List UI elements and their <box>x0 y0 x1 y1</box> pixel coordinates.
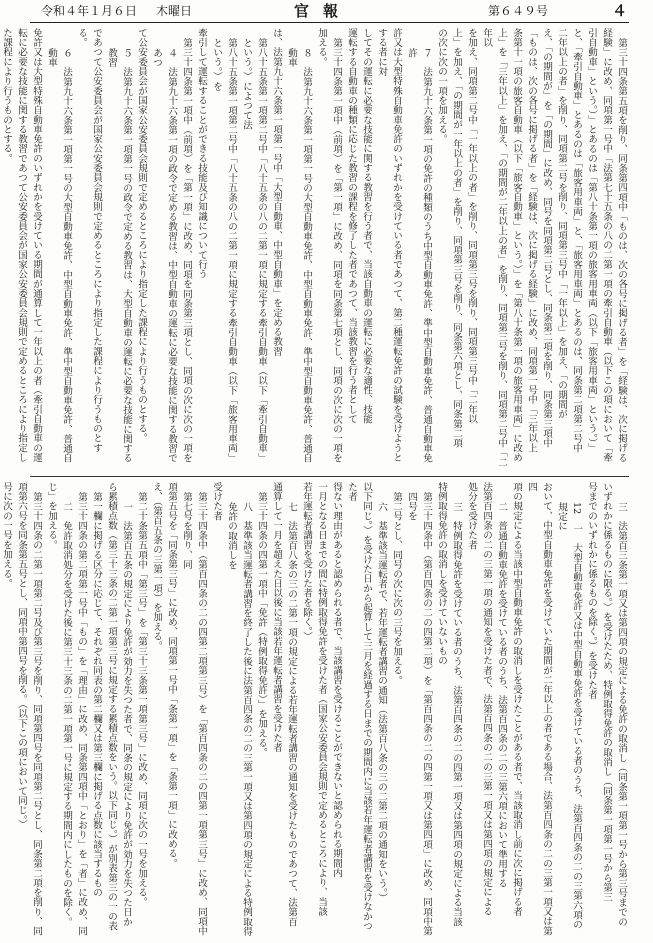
upper-text-block <box>1 28 629 471</box>
text-column: ４ 法第九十六条第一項の政令で定める教習は、中型自動車の運転に必要な技能に関する教習であつ <box>151 48 177 463</box>
weekday: 木曜日 <box>156 4 193 18</box>
lower-text-block <box>1 482 629 937</box>
text-column: 通算して一月を超えた日以後に当該若年運転者講習を受けた者 <box>271 482 282 753</box>
issue-number: 第６４９号 <box>488 4 549 18</box>
text-column: と、「牽引自動車」とあるのは「旅客用車両」と、「旅客用車両」とあるのは、同条第二項第二号中 <box>571 28 582 453</box>
header-rule <box>30 22 629 23</box>
text-column: してその運転に必要な技能に関する教習を行う者で、当該自動車の運転に必要な適性、技能 <box>361 28 372 424</box>
text-column: ら累積点数（第三十三条の二第一項第三号に規定する累積点数をいう。以下同じ。）が別表第三の一の表 <box>106 482 117 931</box>
text-column: 条第十一項の旅客自動車（以下「旅客自動車」という。）」を「第八十条第一項の旅客用車両」に改め <box>511 28 522 463</box>
text-column: 特例取得免許の取消しを受けていないもの <box>436 482 447 666</box>
text-column: 項第六号を同条第五号とし、同項中第四号を削る。（以下この項において同じ。） <box>16 482 27 830</box>
text-column: 12 一 大型自動車免許又は中型自動車免許を受けている者のうち、法第百四条の二の三第六項の規定に <box>556 502 582 930</box>
text-column: 上」を加え、「の期間が一年以上の者」を削り、同項第三号を削り、同条第六項とし、同条第二項 <box>451 28 462 448</box>
text-column: 項第五号を「同条第三号」に改め、同項第一号中「条第一項」を「条第一項」に改める。 <box>166 482 177 868</box>
text-column: 牽引して運転することができる技能及び知識について行う <box>196 28 207 279</box>
text-column: 処分を受けた者 <box>466 482 477 550</box>
text-column: 六 基準該当運転者で、若年運転者講習の通知（法第百八条の三の二第二項の通知をいう。） <box>376 502 387 903</box>
text-column: 運転する自動車の種類に応じた教習の課程を修了した者であつて、当該教習を行う者として <box>346 28 357 424</box>
text-column: 二年以上の者」を削り、同項第二号を削り、同項第三号中「一年以上」を加え、「の期間が <box>556 28 567 419</box>
paper-title: 官報 <box>294 2 353 20</box>
text-column: 第三十四条中（第百四条の二の四第二項）を「第百四条の二の四第一項又は第四項」に改め、同項中第四号を <box>406 492 432 936</box>
text-column: 二 普通自動車免許を受けている者のうち、法第百四条の二の三第六項において準用する <box>496 502 507 888</box>
text-column: 若年運転者講習を受けた者を除く。） <box>301 482 312 642</box>
text-column: いずれかに係るものに限る。）を受けたため、特例取得免許の取消し（同条第一項第一号から第三 <box>601 482 612 902</box>
text-column: ５ 法第九十六条第一項第一号の政令で定める教習は、大型自動車の運転に必要な技能に関する教習 <box>106 48 132 463</box>
text-column: た課程により行うものとする。 <box>1 28 12 164</box>
text-column: 号に次の一号を加える。 <box>1 482 12 589</box>
text-column: 第三十四条第一項中（前項）を「第一項」に改め、同項を同条第三項とし、同項の次に次の一項を <box>181 38 192 463</box>
text-column: 免許又は大型特殊自動車免許のいずれかを受けている期間が通算して一年以上の者（牽引自動車の運 <box>31 28 42 463</box>
page-number: ４ <box>612 2 628 20</box>
text-column: て公安委員会が国家公安委員会規則で定めるところにより指定した課程により行うものとする。 <box>136 28 147 443</box>
text-column: 第三十四条の二第一項第二号及び第三号を削り、同項第四号を同項第二号とし、同条第二項を削り、同 <box>31 492 42 936</box>
text-column: であつて公安委員会が国家公安委員会規則で定めるところにより指定した課程により行うものとする。 <box>76 28 102 453</box>
gazette-header <box>0 0 653 22</box>
text-column: じ」を加える。 <box>46 482 57 550</box>
text-column: 第一欄に掲げる区分に応じて、それぞれ同表の第二欄又は第三欄に掲げる点数に該当するもの <box>91 492 102 898</box>
text-column: ６ 法第九十六条第一項第一号の大型自動車免許、中型自動車免許、準中型自動車免許、普通自動車 <box>46 48 72 463</box>
text-column: 第三十四条の第二項第一号中「もの」を「理由」に改め、同条第四項中「とおり」を「者」に改め、同 <box>76 492 87 936</box>
text-column: 経験」に改め、同項第一号中「法第七十五条の八の二第一項の牽引自動車（以下この項において「牽 <box>601 28 612 463</box>
section-divider <box>30 476 629 477</box>
text-column: 三 法第百三条第一項又は第四項の規定による免許の取消し（同条第一項第一号から第三号までの <box>616 502 627 927</box>
text-column: 二 免許取消処分を受けた後に第三十三条の二第一項第一号に規定する期間内にしたものを除く。 <box>61 502 72 927</box>
text-column: 加える。 <box>316 28 327 67</box>
text-column: 八 基準該当運転者講習を終了した後に法第百四条の二の三第一項又は第四項の規定による特例取得免許の取消しを <box>226 502 252 937</box>
text-column: 第八十五条第一項第二号中「八十五条の八の二第一項に規定する牽引自動車（以下「牽引自動車」という。）によつて法 <box>241 38 267 463</box>
text-column: 一月となる日までの間に特例取得免許を受けた者（国家公安委員会規則で定めるところにより、当該 <box>316 482 327 917</box>
text-column: 三 特例取得免許を受けている者のうち、法第百四条の二の四第一項又は第四項の規定による当該 <box>451 502 462 927</box>
text-column: 一 法第百五条の規定により免許が効力を失つた者で、同条の規定により免許が効力を失つた日か <box>121 502 132 927</box>
text-column: 第三十四条中（第百四条の二の四第二項第三号）を「第百四条の二の四第一項第三号」に改め、同項中第七号を削り、同 <box>181 492 207 936</box>
text-column: 第八十五条第一項第二号中「八十五条の八の二第一項に規定する牽引自動車（以下「旅客用車両」という。）を <box>211 38 237 463</box>
text-column: おいて、中型自動車免許を受けていた期間が二年以上の者である場合、法第百四条の二の三第一項又は第四 <box>526 482 552 936</box>
text-column: 転に必要な技能に関する教習であつて公安委員会が国家公安委員会規則で定めるところにより指定し <box>16 28 27 463</box>
text-column: え、（第百五条の三第一項）を加える。 <box>151 482 162 651</box>
text-column: 引自動車」という。）」とあるのは「第八十条第一項の旅客用車両（以下「旅客用車両」という。）」 <box>586 28 597 453</box>
text-column: 七 法第百八条の三の二第一項の規定による若年運転者講習の通知を受けたものであつて、法第百 <box>286 502 297 927</box>
text-column: ８ 法第九十六条第一項第一号の大型自動車免許、中型自動車免許、準中型自動車免許、普通自動車 <box>286 48 312 463</box>
text-column: 以下同じ。）を受けた日から起算して三月を経過する日までの期間内に当該若年運転者講習を受けなかつた者 <box>346 482 372 931</box>
text-column: 受けた者 <box>211 482 222 521</box>
text-column: え、「の期間が」を「の期間」に改め、同号を同項第二号とし、同条第二項を削り、同条第三項中 <box>541 28 552 448</box>
text-column: ７ 法第九十六条第一項の免許の種類のうち中型自動車免許、準中型自動車免許、普通自動車免許 <box>406 48 432 463</box>
text-column: 第二十条第五項中「第三号」を「第三十三条第一項第三号」に改め、同項に次の一号を加える。 <box>136 492 147 907</box>
text-column: 許又は大型特殊自動車免許のいずれかを受けている者であつて、第二種運転免許の試験を受けようとする者に対 <box>376 28 402 463</box>
text-column: 第三十四条の四第一項中「免許（特例取得免許）」を加える。 <box>256 492 267 758</box>
text-column: を加え、同項第二号中「一年以上の者」を削り、同項第三号を削り、同項第三号中「二年以 <box>466 28 477 424</box>
text-column: 法第百四条の二の三第一項の通知を受けた者で、法第百四条の二の三第一項又は第四項の規定による <box>481 482 492 917</box>
text-column: 項の規定による当該中型自動車免許の取消しを受けたことがある者で、当該取消し前に次に掲げる者 <box>511 482 522 917</box>
text-column: 得ない理由があると認められる者で、当該講習を受けることができないと認められる期間内 <box>331 482 342 878</box>
text-column: の次に次の一項を加える。 <box>436 28 447 144</box>
text-column: 号までのいずれかに係るものを除く。）を受けた者 <box>586 482 597 700</box>
text-column: 第三十四条第五項を削り、同条第四項中「ものは、次の各号に掲げる者」を「経験は、次に掲げる <box>616 38 627 463</box>
issue-date: 令和４年１月６日 <box>41 4 138 18</box>
text-column: 第三十四条第一項中（前項）を「第一項」に改め、同項を同条第七項とし、同項の次に次の一項を <box>331 38 342 463</box>
text-column: 上」を「三年以上」を加え、「の期間が二年以上の者」を削り、同項第三号を削り、同項第二号中「二年以 <box>481 28 507 468</box>
text-column: は、法第九十六条第一項第一号中「大型自動車、中型自動車」を定める教習 <box>271 28 282 357</box>
text-column: 「ものは、次の各号に掲げる者」を「経験は、次に掲げる経験」に改め、同項第一号中「三年以上 <box>526 28 537 453</box>
text-column: 第二号とし、同号の次に次の三号を加える。 <box>391 492 402 685</box>
